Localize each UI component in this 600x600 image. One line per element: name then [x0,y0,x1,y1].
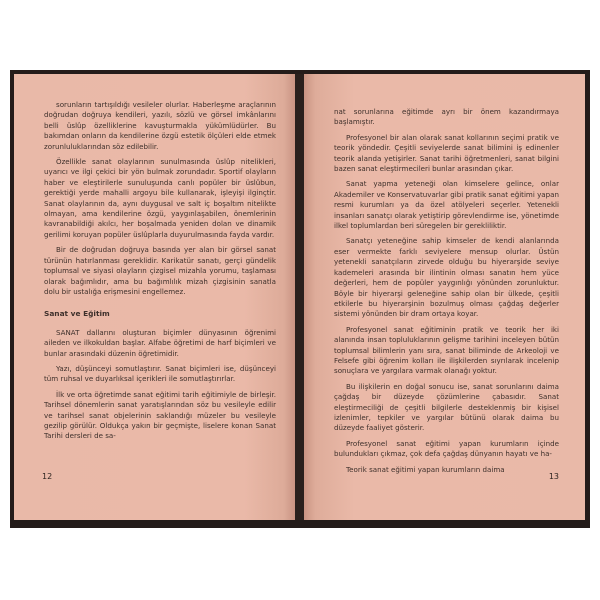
book-gutter [295,74,304,520]
section-heading: Sanat ve Eğitim [44,309,110,319]
right-paragraph-2: Profesyonel bir alan olarak sanat kollarının seçimi pratik ve teorik yöndedir. Çeşitli seviyelerde sanat bilimini iş edinenler teorik alanda yetişirler. Sanat tarihi öğretmenleri, sanat bilgini bazen sanat eleştirmecileri bunlar arasından çıkar. [334,132,559,174]
left-paragraph-5: Yazı, düşünceyi somutlaştırır. Sanat biçimleri ise, düşünceyi tüm ruhsal ve duyarlıksal içerikleri ile somutlaştırırlar. [44,363,276,384]
left-paragraph-6: İlk ve orta öğretimde sanat eğitimi tarih eğitimiyle de birleşir. Tarihsel dönemlerin sanat yaratışlarından söz bu vesileyle edilir ve tarihsel sanat objelerinin saklandığı müzeler bu vesileyle gezilip görülür. Oldukça yakın bir geçmişte, liselere konan Sanat Tarihi dersleri de sa- [44,389,276,441]
left-paragraph-3: Bir de doğrudan doğruya basında yer alan bir görsel sanat türünün hatırlanması gereklidir. Karikatür sanatı, gerçi gündelik toplumsal ve siyasi olayların çizgisel mizahla yorumu, taşlaması olarak bağımlıdır, ama bu bağımlılık mizah çizgisinin sanatla dolu bir ustalığa erişmesini engellemez. [44,245,276,296]
right-paragraph-6: Bu ilişkilerin en doğal sonucu ise, sanat sorunlarını daima çağdaş bir düzeyde çözümlerine çabasıdır. Sanat eleştirmeciliği de çeşitli bilgilerle desteklenmiş bir kişisel izlenimler, tepkiler ve yargılar bütünü olarak daima bu düzeyde faaliyet gösterir. [334,381,559,433]
right-page [304,74,585,520]
left-page [14,74,295,520]
right-paragraph-3: Sanat yapma yeteneği olan kimselere gelince, onlar Akademiler ve Konservatuvarlar gibi pratik sanat eğitimi yapan resmi kurumları ya da özel atölyeleri seçerler. Yetenekli insanları sanatçı olarak yetiştirip görevlendirme ise, yönetimde ilkel toplumlardan beri süregelen bir gerekliliktir. [334,179,559,231]
left-paragraph-4: SANAT dallarını oluşturan biçimler dünyasının öğrenimi aileden ve ilkokuldan başlar. Alfabe öğretimi de harf biçimleri ve bunlar arasındaki düzenin öğretimidir. [44,327,276,358]
right-paragraph-8: Teorik sanat eğitimi yapan kurumların daima [346,464,505,474]
page-number-right: 13 [548,471,559,481]
right-paragraph-4: Sanatçı yeteneğine sahip kimseler de kendi alanlarında eser vermekte farklı seviyelere mensup olurlar. Üstün yetenekli sanatçıların zirvede olduğu bu hiyerarşide seviye kademeleri arasında bir ilintinin olması sanatın hem yüce değerleri, hem de popüler yaygınlığı yönünden zorunluktur. Böyle bir hiyerarşi geleneğine sahip olan bir ülkede, çeşitli etkilerle bu hiyerarşinin bozulmuş olması çağdaş değerler sistemi yönünden bir dram ortaya koyar. [334,236,559,319]
page-number-left: 12 [42,471,53,481]
left-paragraph-2: Özellikle sanat olaylarının sunulmasında üslûp nitelikleri, uyarıcı ve ilgi çekici bir yön bulmak zorundadır. Sportif olayların haber ve eleştirilerle sunuluşunda canlı popüler bir üslûbun, gerektiği yerde mahalli argoyu bile kullanarak, işleyişi ilginçtir. Sanat olaylarının da, aynı duygusal ve salt iç boşaltım nitelikte olmayan, ama kendilerine özgü, yaygınlaşabilen, önemlerinin kavranabildiği akılcı, her boşalmada yeniden dolan ve dinamik gerilimi koruyan popüler üslûplarla duyurulmasında fayda vardır. [44,157,276,239]
right-paragraph-1: nat sorunlarına eğitimde ayrı bir önem kazandırmaya başlamıştır. [334,107,559,127]
right-paragraph-7: Profesyonel sanat eğitimi yapan kurumların içinde bulundukları çıkmaz, çok defa çağdaş dünyanın hayatı ve ha- [334,438,559,459]
left-paragraph-1: sorunların tartışıldığı vesileler olurlar. Haberleşme araçlarının doğrudan doğruya kendileri, yazılı, sözlü ve görsel imkânlarını belli üslûp özelliklerine kavuşturmakla yükümlüdürler. Bu bakımdan onların da kendilerine özgü estetik ölçüleri elde etmek zorunluluklarından söz edilebilir. [44,100,276,151]
right-paragraph-5: Profesyonel sanat eğitiminin pratik ve teorik her iki alanında insan topluluklarının gelişme tarihini inceleyen bütün toplumsal bilimlerin yanı sıra, sanat biliminde de Arkeoloji ve Felsefe gibi öğrenim kolları ile ilişkilerden sıyrılarak incelenip sonuçlara ve yargılara varmak olanağı yoktur. [334,324,559,376]
